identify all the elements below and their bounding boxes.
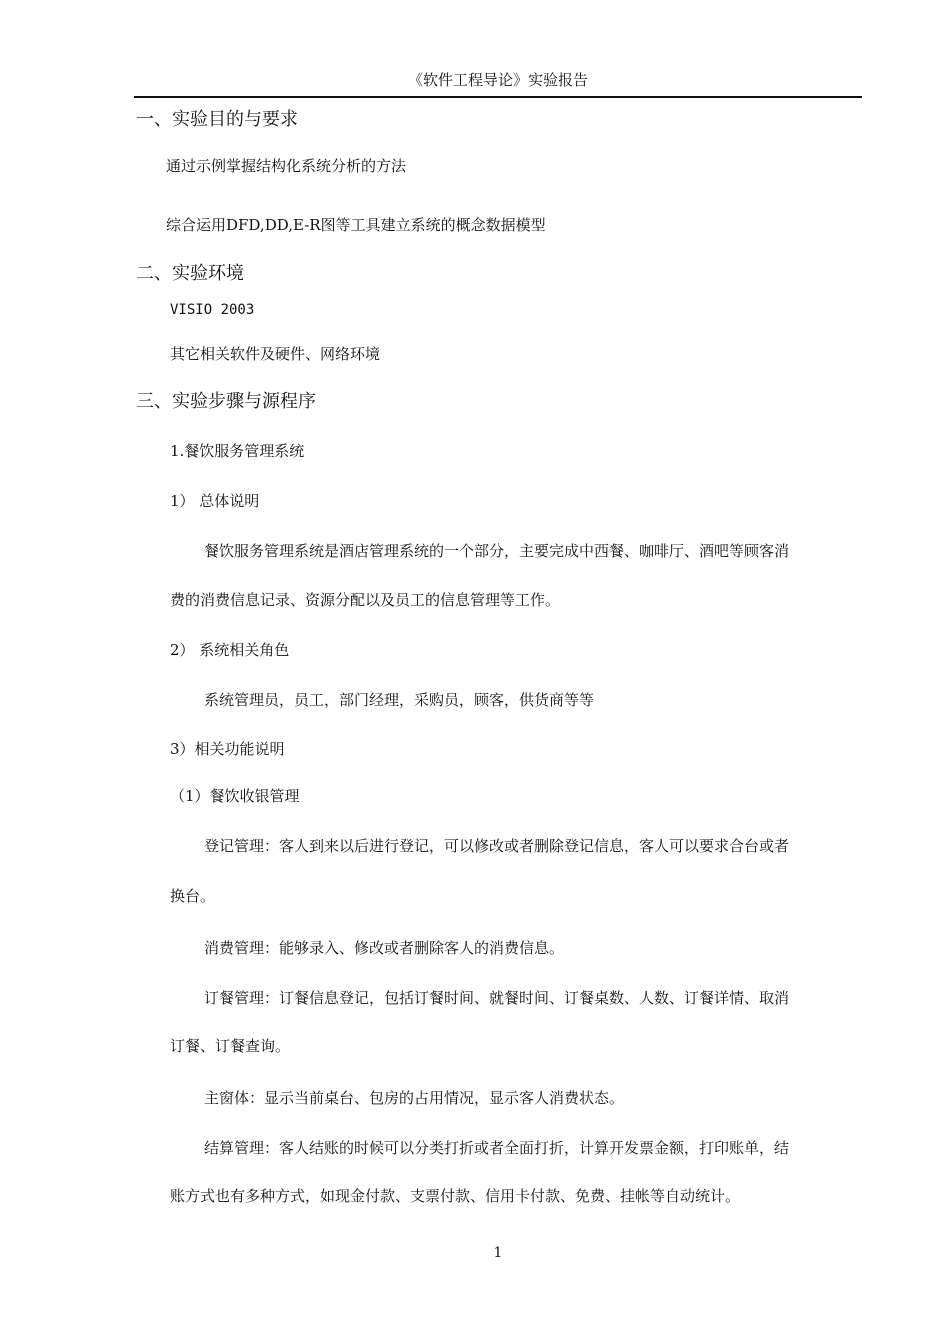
objective-paragraph-1: 通过示例掌握结构化系统分析的方法 (166, 157, 407, 175)
ordering-paragraph-line-2: 订餐、订餐查询。 (170, 1037, 291, 1055)
objective-paragraph-2: 综合运用DFD,DD,E-R图等工具建立系统的概念数据模型 (166, 216, 546, 234)
item-functions-heading: 3）相关功能说明 (170, 740, 285, 758)
overview-paragraph-line-1: 餐饮服务管理系统是酒店管理系统的一个部分，主要完成中西餐、咖啡厅、酒吧等顾客消 (204, 542, 790, 560)
page-header-title: 《软件工程导论》实验报告 (407, 71, 588, 89)
registration-paragraph-line-2: 换台。 (170, 887, 216, 905)
header-rule (134, 96, 862, 98)
overview-paragraph-line-2: 费的消费信息记录、资源分配以及员工的信息管理等工作。 (170, 591, 561, 609)
settlement-paragraph-line-2: 账方式也有多种方式，如现金付款、支票付款、信用卡付款、免费、挂帐等自动统计。 (170, 1187, 741, 1205)
registration-paragraph-line-1: 登记管理：客人到来以后进行登记，可以修改或者删除登记信息，客人可以要求合台或者 (204, 837, 790, 855)
consumption-paragraph: 消费管理：能够录入、修改或者删除客人的消费信息。 (204, 939, 565, 957)
page-number: 1 (493, 1245, 503, 1261)
item-roles-heading: 2） 系统相关角色 (170, 641, 290, 659)
function-group-cashier: （1）餐饮收银管理 (170, 787, 300, 805)
section-heading-objectives: 一、实验目的与要求 (136, 109, 298, 130)
roles-paragraph: 系统管理员，员工，部门经理，采购员，顾客，供货商等等 (204, 691, 595, 709)
settlement-paragraph-line-1: 结算管理：客人结账的时候可以分类打折或者全面打折，计算开发票金额，打印账单，结 (204, 1139, 790, 1157)
main-window-paragraph: 主窗体：显示当前桌台、包房的占用情况，显示客人消费状态。 (204, 1089, 625, 1107)
environment-software: VISIO 2003 (170, 302, 255, 318)
section-heading-steps: 三、实验步骤与源程序 (136, 391, 316, 412)
item-overview-heading: 1） 总体说明 (170, 492, 260, 510)
section-heading-environment: 二、实验环境 (136, 263, 244, 284)
ordering-paragraph-line-1: 订餐管理：订餐信息登记，包括订餐时间、就餐时间、订餐桌数、人数、订餐详情、取消 (204, 989, 790, 1007)
environment-other: 其它相关软件及硬件、网络环境 (170, 345, 381, 363)
subsection-title: 1.餐饮服务管理系统 (170, 442, 305, 460)
